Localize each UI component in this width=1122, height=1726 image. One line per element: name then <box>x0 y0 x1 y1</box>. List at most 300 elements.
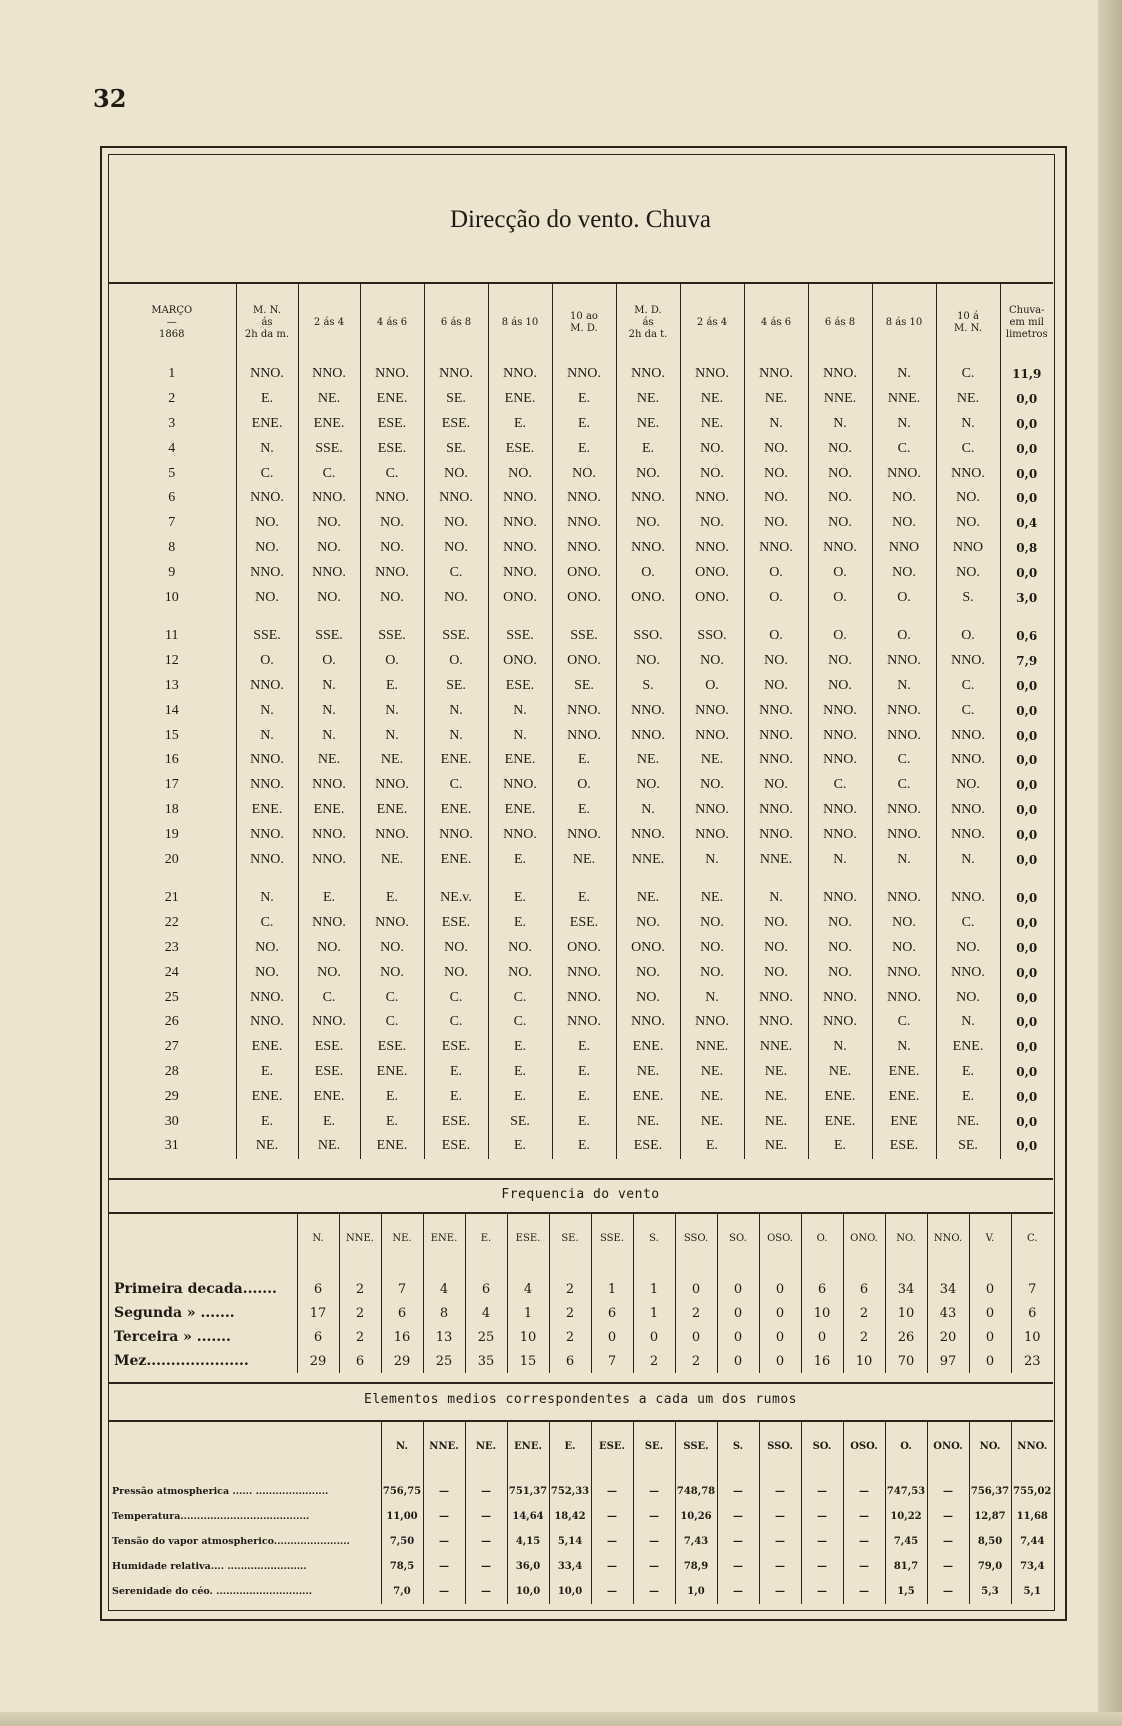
count-cell: 6 <box>801 1263 843 1301</box>
wind-cell: ENE. <box>808 1084 872 1109</box>
table-row <box>108 1349 1053 1373</box>
wind-cell: SSO. <box>680 624 744 649</box>
wind-cell: O. <box>808 585 872 610</box>
table-row <box>108 773 1053 798</box>
count-cell: 0 <box>969 1301 1011 1325</box>
value-cell: — <box>843 1554 885 1579</box>
wind-cell: NO. <box>744 649 808 674</box>
wind-cell: NNO. <box>236 362 298 387</box>
wind-cell: O. <box>808 624 872 649</box>
column-header: NNO. <box>927 1213 969 1263</box>
wind-cell: N. <box>616 798 680 823</box>
wind-cell: NNO. <box>360 822 424 847</box>
wind-cell: O. <box>616 560 680 585</box>
page-edge <box>1098 0 1122 1726</box>
rain-cell: 0,0 <box>1000 1109 1053 1134</box>
wind-cell: NNO. <box>360 773 424 798</box>
wind-cell: ENE. <box>360 1134 424 1159</box>
wind-cell: NNO. <box>680 536 744 561</box>
value-cell: 10,26 <box>675 1504 717 1529</box>
count-cell: 0 <box>759 1325 801 1349</box>
rain-cell: 3,0 <box>1000 585 1053 610</box>
wind-cell: NO. <box>236 511 298 536</box>
day-cell: 28 <box>164 1063 179 1079</box>
rain-cell: 0,0 <box>1000 911 1053 936</box>
wind-cell: ENE <box>872 1109 936 1134</box>
gap-cell <box>298 872 360 886</box>
wind-cell: E. <box>424 1084 488 1109</box>
wind-cell: NO. <box>936 936 1000 961</box>
count-cell: 0 <box>759 1263 801 1301</box>
value-cell: — <box>591 1471 633 1504</box>
value-cell: — <box>465 1471 507 1504</box>
wind-cell: NNO. <box>616 698 680 723</box>
value-cell: 12,87 <box>969 1504 1011 1529</box>
wind-cell: N. <box>808 1035 872 1060</box>
table-row <box>108 1134 1053 1159</box>
gap-cell <box>552 610 616 624</box>
value-cell: — <box>759 1529 801 1554</box>
wind-cell: N. <box>680 985 744 1010</box>
count-cell: 6 <box>549 1349 591 1373</box>
count-cell: 2 <box>549 1325 591 1349</box>
gap-cell <box>616 872 680 886</box>
count-cell: 0 <box>633 1325 675 1349</box>
wind-cell: O. <box>872 624 936 649</box>
count-cell: 34 <box>885 1263 927 1301</box>
count-cell: 70 <box>885 1349 927 1373</box>
wind-cell: SSE. <box>424 624 488 649</box>
wind-cell: C. <box>424 985 488 1010</box>
table-row <box>108 511 1053 536</box>
rain-cell: 0,6 <box>1000 624 1053 649</box>
value-cell: — <box>591 1579 633 1604</box>
wind-cell: N. <box>808 412 872 437</box>
rain-cell: 0,0 <box>1000 1134 1053 1159</box>
table-row <box>108 822 1053 847</box>
wind-cell: E. <box>552 387 616 412</box>
wind-cell: NNO. <box>936 960 1000 985</box>
wind-cell: NNO. <box>744 748 808 773</box>
wind-cell: N. <box>872 1035 936 1060</box>
wind-cell: NO. <box>936 486 1000 511</box>
value-cell: 7,45 <box>885 1529 927 1554</box>
wind-cell: N. <box>236 723 298 748</box>
value-cell: 78,5 <box>381 1554 423 1579</box>
value-cell: — <box>591 1504 633 1529</box>
wind-cell: ONO. <box>488 649 552 674</box>
wind-cell: C. <box>936 436 1000 461</box>
table-row <box>108 1325 1053 1349</box>
count-cell: 0 <box>969 1349 1011 1373</box>
rain-cell: 0,0 <box>1000 822 1053 847</box>
wind-cell: NO. <box>808 911 872 936</box>
wind-cell: NO. <box>808 461 872 486</box>
wind-cell: NNO <box>872 536 936 561</box>
wind-cell: NE. <box>936 1109 1000 1134</box>
wind-cell: ENE. <box>424 748 488 773</box>
wind-cell: NNO. <box>360 486 424 511</box>
value-cell: — <box>927 1579 969 1604</box>
wind-cell: NNO. <box>488 560 552 585</box>
column-header-line: 1868 <box>159 329 185 340</box>
wind-cell: NE. <box>616 387 680 412</box>
wind-cell: NO. <box>680 649 744 674</box>
wind-cell: ESE. <box>488 674 552 699</box>
value-cell: — <box>843 1579 885 1604</box>
wind-cell: SE. <box>552 674 616 699</box>
column-header-line: 4 ás 6 <box>376 317 408 328</box>
wind-cell: NO. <box>616 649 680 674</box>
wind-cell: N. <box>936 1010 1000 1035</box>
wind-cell: NNO. <box>872 698 936 723</box>
wind-cell: NNO. <box>236 674 298 699</box>
table-row <box>108 1529 1053 1554</box>
wind-cell: ESE. <box>552 911 616 936</box>
gap-cell <box>808 610 872 624</box>
table-row <box>108 1471 1053 1504</box>
day-cell: 6 <box>168 490 176 506</box>
wind-cell: C. <box>936 911 1000 936</box>
wind-cell: NO. <box>360 960 424 985</box>
wind-cell: NO. <box>424 585 488 610</box>
value-cell: — <box>717 1504 759 1529</box>
wind-cell: E. <box>552 412 616 437</box>
wind-cell: NNO. <box>298 773 360 798</box>
wind-cell: C. <box>872 436 936 461</box>
value-cell: — <box>759 1504 801 1529</box>
value-cell: 5,1 <box>1011 1579 1053 1604</box>
day-cell: 15 <box>164 727 179 743</box>
count-cell: 16 <box>381 1325 423 1349</box>
wind-cell: NNO. <box>298 822 360 847</box>
wind-cell: NE. <box>552 847 616 872</box>
gap-cell <box>236 872 298 886</box>
wind-cell: NO. <box>298 585 360 610</box>
wind-cell: E. <box>680 1134 744 1159</box>
wind-cell: NO. <box>616 461 680 486</box>
value-cell: — <box>843 1471 885 1504</box>
wind-cell: ESE. <box>488 436 552 461</box>
row-label: Tensão do vapor atmospherico....................... <box>112 1536 350 1547</box>
wind-cell: ESE. <box>298 1035 360 1060</box>
wind-cell: NO. <box>872 936 936 961</box>
wind-cell: SSE. <box>298 624 360 649</box>
wind-cell: N. <box>872 362 936 387</box>
wind-cell: NE. <box>744 1134 808 1159</box>
wind-cell: NNO. <box>936 461 1000 486</box>
wind-cell: N. <box>808 847 872 872</box>
wind-cell: NE. <box>298 387 360 412</box>
gap-cell <box>872 872 936 886</box>
value-cell: — <box>465 1554 507 1579</box>
column-header-line: 2 ás 4 <box>696 317 728 328</box>
rain-cell: 0,0 <box>1000 1084 1053 1109</box>
wind-direction-table <box>108 284 1053 1159</box>
wind-cell: NO. <box>936 773 1000 798</box>
page-title: Direcção do vento. Chuva <box>449 206 712 233</box>
wind-cell: ESE. <box>298 1060 360 1085</box>
wind-cell: NO. <box>680 511 744 536</box>
wind-cell: NNO. <box>744 822 808 847</box>
value-cell: — <box>927 1529 969 1554</box>
gap-cell <box>424 872 488 886</box>
table-row <box>108 1035 1053 1060</box>
day-cell: 3 <box>168 415 176 431</box>
wind-cell: E. <box>552 1060 616 1085</box>
row-label: Mez..................... <box>114 1353 249 1369</box>
wind-cell: NNE. <box>680 1035 744 1060</box>
wind-cell: NE. <box>680 1109 744 1134</box>
table-row <box>108 362 1053 387</box>
wind-cell: NE. <box>360 748 424 773</box>
wind-cell: NNO. <box>552 822 616 847</box>
wind-cell: E. <box>488 886 552 911</box>
column-header-line: M. N. <box>253 305 281 316</box>
value-cell: — <box>465 1529 507 1554</box>
wind-cell: E. <box>424 1060 488 1085</box>
value-cell: — <box>801 1529 843 1554</box>
mean-elements-table <box>108 1421 1053 1604</box>
value-cell: — <box>423 1471 465 1504</box>
wind-cell: NNO. <box>808 748 872 773</box>
column-header: N. <box>297 1213 339 1263</box>
wind-cell: ONO. <box>552 936 616 961</box>
wind-cell: N. <box>936 847 1000 872</box>
value-cell: — <box>423 1529 465 1554</box>
wind-cell: N. <box>936 412 1000 437</box>
wind-cell: NNO. <box>936 723 1000 748</box>
wind-cell: NE. <box>680 1060 744 1085</box>
wind-cell: O. <box>744 624 808 649</box>
wind-cell: NNO. <box>360 911 424 936</box>
wind-cell: NNO. <box>872 461 936 486</box>
freq-caption: Frequencia do vento <box>501 1187 660 1202</box>
count-cell: 13 <box>423 1325 465 1349</box>
day-cell: 20 <box>164 851 179 867</box>
column-header: N. <box>381 1421 423 1471</box>
column-header-line: — <box>166 317 177 328</box>
table-row <box>108 1084 1053 1109</box>
wind-cell: ESE. <box>872 1134 936 1159</box>
column-header: OSO. <box>759 1213 801 1263</box>
wind-cell: C. <box>936 674 1000 699</box>
wind-cell: NO. <box>360 536 424 561</box>
wind-cell: NNE. <box>808 387 872 412</box>
wind-cell: ENE. <box>360 1060 424 1085</box>
decade-gap <box>108 872 1053 886</box>
count-cell: 7 <box>381 1263 423 1301</box>
count-cell: 0 <box>969 1263 1011 1301</box>
rain-cell: 0,4 <box>1000 511 1053 536</box>
wind-cell: NNO. <box>488 822 552 847</box>
wind-cell: NO. <box>360 511 424 536</box>
gap-cell <box>552 872 616 886</box>
count-cell: 97 <box>927 1349 969 1373</box>
wind-cell: NO. <box>488 461 552 486</box>
column-header: SSE. <box>675 1421 717 1471</box>
wind-cell: SE. <box>424 674 488 699</box>
column-header: NO. <box>969 1421 1011 1471</box>
column-header: S. <box>717 1421 759 1471</box>
section-rule <box>108 1178 1053 1180</box>
wind-cell: NO. <box>298 936 360 961</box>
wind-cell: NNO. <box>616 723 680 748</box>
wind-cell: NNO. <box>616 1010 680 1035</box>
wind-cell: ENE. <box>808 1109 872 1134</box>
table-row <box>108 674 1053 699</box>
column-header-line: MARÇO <box>151 305 193 316</box>
day-cell: 11 <box>165 628 179 644</box>
wind-cell: C. <box>872 773 936 798</box>
wind-cell: NE. <box>616 748 680 773</box>
wind-cell: ONO. <box>680 560 744 585</box>
wind-cell: NO. <box>616 985 680 1010</box>
wind-cell: NO. <box>424 936 488 961</box>
wind-cell: ONO. <box>680 585 744 610</box>
column-header-line: 10 ao <box>570 311 598 322</box>
value-cell: — <box>927 1554 969 1579</box>
wind-cell: ESE. <box>424 911 488 936</box>
gap-cell <box>1000 872 1053 886</box>
wind-cell: N. <box>488 698 552 723</box>
table-row <box>108 698 1053 723</box>
wind-cell: NO. <box>744 436 808 461</box>
table-row <box>108 723 1053 748</box>
count-cell: 34 <box>927 1263 969 1301</box>
count-cell: 0 <box>801 1325 843 1349</box>
count-cell: 43 <box>927 1301 969 1325</box>
row-label: Humidade relativa.... ........................ <box>112 1561 307 1572</box>
gap-cell <box>936 610 1000 624</box>
decade-gap <box>108 610 1053 624</box>
wind-cell: NNO. <box>552 1010 616 1035</box>
wind-cell: ESE. <box>360 412 424 437</box>
value-cell: 752,33 <box>549 1471 591 1504</box>
rain-cell: 0,0 <box>1000 1035 1053 1060</box>
column-header-line: M. D. <box>634 305 662 316</box>
table-row <box>108 486 1053 511</box>
wind-cell: NE. <box>616 886 680 911</box>
value-cell: 36,0 <box>507 1554 549 1579</box>
column-header <box>680 284 744 362</box>
column-header: O. <box>801 1213 843 1263</box>
wind-cell: NNO. <box>488 486 552 511</box>
value-cell: 756,75 <box>381 1471 423 1504</box>
wind-cell: NNO. <box>424 822 488 847</box>
wind-cell: ENE. <box>236 1084 298 1109</box>
wind-cell: N. <box>872 847 936 872</box>
value-cell: — <box>927 1504 969 1529</box>
table-row <box>108 936 1053 961</box>
wind-cell: NNO. <box>936 798 1000 823</box>
wind-cell: NE. <box>236 1134 298 1159</box>
wind-cell: C. <box>872 748 936 773</box>
count-cell: 2 <box>675 1349 717 1373</box>
wind-cell: NNO. <box>552 511 616 536</box>
value-cell: 11,00 <box>381 1504 423 1529</box>
wind-cell: E. <box>552 1109 616 1134</box>
column-header: NNO. <box>1011 1421 1053 1471</box>
wind-cell: ESE. <box>360 436 424 461</box>
value-cell: 756,37 <box>969 1471 1011 1504</box>
table-row <box>108 387 1053 412</box>
gap-cell <box>108 610 236 624</box>
count-cell: 2 <box>843 1301 885 1325</box>
rain-cell: 0,0 <box>1000 847 1053 872</box>
count-cell: 0 <box>675 1263 717 1301</box>
value-cell: — <box>633 1579 675 1604</box>
count-cell: 16 <box>801 1349 843 1373</box>
wind-cell: N. <box>424 723 488 748</box>
column-header <box>488 284 552 362</box>
value-cell: — <box>759 1471 801 1504</box>
wind-cell: E. <box>298 886 360 911</box>
wind-cell: N. <box>298 723 360 748</box>
wind-cell: NNO. <box>424 486 488 511</box>
value-cell: — <box>759 1554 801 1579</box>
wind-cell: E. <box>552 748 616 773</box>
gap-cell <box>360 610 424 624</box>
wind-cell: NNO. <box>808 362 872 387</box>
wind-cell: NE. <box>616 412 680 437</box>
wind-cell: NE. <box>680 412 744 437</box>
table-header-row <box>108 284 1053 362</box>
count-cell: 25 <box>423 1349 465 1373</box>
wind-cell: E. <box>360 674 424 699</box>
wind-cell: ENE. <box>236 1035 298 1060</box>
wind-cell: NO. <box>744 960 808 985</box>
column-header: ONO. <box>927 1421 969 1471</box>
table-row <box>108 1554 1053 1579</box>
rain-cell: 7,9 <box>1000 649 1053 674</box>
wind-cell: ENE. <box>360 387 424 412</box>
count-cell: 0 <box>675 1325 717 1349</box>
wind-cell: NNO. <box>360 560 424 585</box>
count-cell: 4 <box>465 1301 507 1325</box>
wind-cell: E. <box>936 1084 1000 1109</box>
day-cell: 7 <box>168 515 176 531</box>
wind-cell: NNO. <box>236 748 298 773</box>
count-cell: 20 <box>927 1325 969 1349</box>
table-row <box>108 412 1053 437</box>
count-cell: 0 <box>717 1349 759 1373</box>
count-cell: 2 <box>549 1263 591 1301</box>
wind-cell: NNO. <box>872 822 936 847</box>
wind-cell: ENE. <box>360 798 424 823</box>
wind-cell: N. <box>680 847 744 872</box>
wind-cell: NE. <box>808 1060 872 1085</box>
count-cell: 0 <box>717 1301 759 1325</box>
wind-cell: NO. <box>424 461 488 486</box>
gap-cell <box>360 872 424 886</box>
column-header-line: 6 ás 8 <box>824 317 856 328</box>
wind-cell: N. <box>488 723 552 748</box>
wind-cell: ENE. <box>424 798 488 823</box>
wind-cell: NO. <box>744 674 808 699</box>
count-cell: 25 <box>465 1325 507 1349</box>
value-cell: 5,14 <box>549 1529 591 1554</box>
value-cell: — <box>591 1554 633 1579</box>
gap-cell <box>616 610 680 624</box>
wind-cell: SSE. <box>298 436 360 461</box>
rain-cell: 0,0 <box>1000 461 1053 486</box>
wind-cell: NNO. <box>872 649 936 674</box>
wind-cell: ESE. <box>424 1035 488 1060</box>
wind-cell: NNO. <box>680 1010 744 1035</box>
column-header: ONO. <box>843 1213 885 1263</box>
wind-cell: C. <box>298 461 360 486</box>
